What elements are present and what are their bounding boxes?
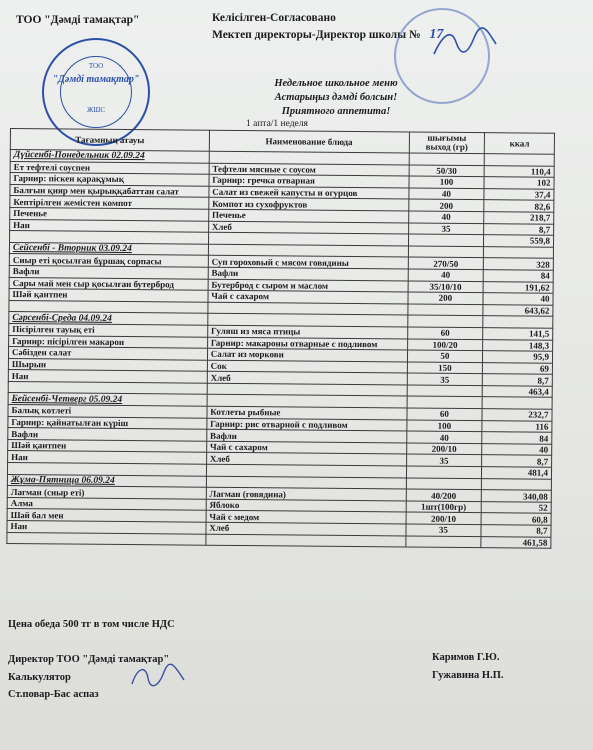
- director-signature: [430, 24, 500, 64]
- intro-line-2: Астарыңыз дәмді болсын!: [274, 92, 398, 103]
- empty-cell: [7, 532, 206, 545]
- day-title: Дүйсенбі-Понедельник 02.09.24: [10, 150, 209, 163]
- dish-kcal: 69: [483, 362, 553, 374]
- director-signoff: Директор ТОО "Дәмді тамақтар": [8, 654, 170, 665]
- dish-yield: 40: [408, 211, 484, 223]
- dish-name-kz: Сәбізден салат: [8, 347, 207, 360]
- dish-name-kz: Шәй қантпен: [8, 439, 207, 452]
- dish-name-kz: Ет тефтелі соуспен: [10, 161, 209, 174]
- dish-yield: 35: [407, 373, 483, 385]
- dish-name-kz: Лагман (сиыр еті): [7, 486, 206, 499]
- dish-kcal: 116: [482, 420, 552, 432]
- header-yield-ru: выход (гр): [425, 141, 468, 152]
- dish-kcal: 141,5: [483, 328, 553, 340]
- dish-kcal: 60,8: [481, 513, 551, 525]
- dish-kcal: 328: [484, 258, 554, 270]
- dish-name-ru: Салат из моркови: [207, 348, 407, 361]
- dish-kcal: 110,4: [484, 165, 554, 177]
- dish-kcal: 8,7: [484, 223, 554, 235]
- dish-name-ru: Яблоко: [206, 499, 406, 512]
- dish-name-ru: Вафли: [208, 267, 408, 280]
- dish-kcal: 8,7: [481, 525, 551, 537]
- empty-cell: [485, 154, 555, 166]
- dish-yield: 35: [405, 524, 481, 536]
- empty-cell: [405, 536, 481, 548]
- dish-yield: 200: [408, 199, 484, 211]
- header-yield-kz: шығымы: [427, 132, 467, 143]
- dish-name-kz: Шырын: [8, 358, 207, 371]
- calculator-signature: [128, 662, 188, 692]
- company-name: ТОО "Дәмді тамақтар": [16, 14, 140, 26]
- dish-kcal: 52: [481, 501, 551, 513]
- dish-yield: 40: [408, 188, 484, 200]
- stamp-top-text: ТОО: [88, 62, 104, 70]
- day-total-kcal: 643,62: [483, 304, 553, 316]
- week-label: 1 апта/1 неделя: [246, 119, 308, 129]
- day-title: Жұма-Пятница 06.09.24: [7, 474, 206, 487]
- dish-yield: 270/50: [408, 257, 484, 269]
- day-title: Сейсенбі - Вторник 03.09.24: [9, 242, 208, 255]
- dish-yield: 200: [408, 292, 484, 304]
- dish-kcal: 232,7: [482, 409, 552, 421]
- empty-cell: [406, 478, 482, 490]
- dish-name-ru: Хлеб: [208, 221, 408, 234]
- dish-name-kz: Гарнир: қайнатылған күріш: [8, 416, 207, 429]
- dish-kcal: 82,6: [484, 200, 554, 212]
- dish-kcal: 84: [483, 270, 553, 282]
- empty-cell: [483, 316, 553, 328]
- dish-name-ru: Хлеб: [206, 453, 406, 466]
- intro-line-3: Приятного аппетита!: [281, 106, 391, 117]
- dish-yield: 150: [407, 362, 483, 374]
- empty-cell: [484, 246, 554, 258]
- dish-kcal: 218,7: [484, 212, 554, 224]
- dish-name-kz: Гарнир: піскен қарақұмық: [10, 173, 209, 186]
- empty-cell: [406, 466, 482, 478]
- dish-name-kz: Вафли: [8, 428, 207, 441]
- dish-yield: 50/30: [409, 165, 485, 177]
- dish-name-ru: Печенье: [208, 209, 408, 222]
- dish-yield: 100: [406, 420, 482, 432]
- dish-name-ru: Бутерброд с сыром и маслом: [208, 279, 408, 292]
- dish-yield: 40: [408, 269, 484, 281]
- dish-name-kz: Нан: [7, 520, 206, 533]
- chef-label: Ст.повар-Бас аспаз: [8, 689, 99, 700]
- dish-name-ru: Компот из сухофруктов: [209, 198, 409, 211]
- empty-cell: [407, 396, 483, 408]
- dish-name-kz: Нан: [8, 451, 207, 464]
- dish-kcal: 40: [483, 293, 553, 305]
- dish-name-kz: Пісірілген тауық еті: [9, 323, 208, 336]
- empty-cell: [407, 315, 483, 327]
- header-ru: Наименование блюда: [209, 130, 409, 153]
- dish-yield: 200/10: [406, 512, 482, 524]
- stamp-name: "Дәмді тамақтар": [52, 74, 140, 85]
- dish-name-ru: Чай с медом: [206, 511, 406, 524]
- dish-kcal: 40: [482, 443, 552, 455]
- header-kz: Тағамның атауы: [10, 129, 209, 152]
- dish-yield: 35: [406, 454, 482, 466]
- empty-cell: [407, 385, 483, 397]
- dish-name-ru: Суп гороховый с мясом говядины: [208, 256, 408, 269]
- dish-kcal: 8,7: [483, 374, 553, 386]
- dish-name-kz: Гарнир: пісірілген макарон: [9, 335, 208, 348]
- dish-name-kz: Балғын қияр мен қырыққабаттан салат: [10, 184, 209, 197]
- dish-yield: 40: [406, 431, 482, 443]
- intro-line-1: Недельное школьное меню: [274, 78, 398, 89]
- dish-name-ru: Котлеты рыбные: [207, 406, 407, 419]
- day-total-kcal: 481,4: [482, 467, 552, 479]
- dish-name-ru: Гарнир: рис отварной с подливом: [207, 418, 407, 431]
- menu-table-body: [7, 129, 555, 549]
- dish-yield: 60: [407, 327, 483, 339]
- calculator-name: Гужавина Н.П.: [432, 670, 504, 681]
- dish-yield: 60: [407, 408, 483, 420]
- day-title: Бейсенбі-Четверг 05.09.24: [8, 393, 207, 406]
- dish-name-ru: Салат из свежей капусты и огурцов: [209, 186, 409, 199]
- dish-name-kz: Вафли: [9, 265, 208, 278]
- dish-name-kz: Нан: [8, 370, 207, 383]
- dish-name-ru: Гарнир: макароны отварные с подливом: [207, 337, 407, 350]
- dish-yield: 100: [409, 176, 485, 188]
- dish-name-kz: Сиыр еті қосылған бұршақ сорпасы: [9, 254, 208, 267]
- empty-cell: [482, 397, 552, 409]
- day-total-kcal: 463,4: [482, 386, 552, 398]
- dish-name-kz: Нан: [10, 219, 209, 232]
- day-title: Сәрсенбі-Среда 04.09.24: [9, 312, 208, 325]
- header-yield: [409, 132, 485, 154]
- dish-name-kz: Сары май мен сыр қосылған бутерброд: [9, 277, 208, 290]
- menu-table: [6, 128, 555, 549]
- empty-cell: [408, 234, 484, 246]
- approved-label: Келісілген-Согласовано: [212, 12, 336, 24]
- director-line-text: Мектеп директоры-Директор школы №: [212, 29, 421, 41]
- dish-kcal: 191,62: [483, 281, 553, 293]
- dish-kcal: 37,4: [484, 188, 554, 200]
- dish-kcal: 340,08: [482, 490, 552, 502]
- day-total-kcal: 461,58: [481, 536, 551, 548]
- dish-name-ru: Лагман (говядина): [206, 487, 406, 500]
- dish-yield: 200/10: [406, 443, 482, 455]
- lunch-price: Цена обеда 500 тг в том числе НДС: [8, 619, 175, 630]
- stamp-bottom-text: ЖШС: [86, 106, 105, 114]
- header-kcal: ккал: [485, 133, 555, 155]
- dish-kcal: 84: [482, 432, 552, 444]
- dish-kcal: 148,3: [483, 339, 553, 351]
- director-name: Каримов Г.Ю.: [432, 652, 500, 663]
- empty-cell: [206, 534, 406, 547]
- dish-name-kz: Шәй бал мен: [7, 509, 206, 522]
- school-number: 17: [429, 27, 444, 42]
- dish-name-ru: Чай с сахаром: [208, 290, 408, 303]
- dish-name-ru: Чай с сахаром: [206, 441, 406, 454]
- dish-name-kz: Кептірілген жемістен компот: [10, 196, 209, 209]
- empty-cell: [409, 153, 485, 165]
- dish-yield: 1шт(100гр): [406, 501, 482, 513]
- dish-yield: 40/200: [406, 489, 482, 501]
- dish-name-kz: Балық котлеті: [8, 405, 207, 418]
- dish-name-ru: Гарнир: гречка отварная: [209, 174, 409, 187]
- dish-name-ru: Сок: [207, 360, 407, 373]
- dish-yield: 100/20: [407, 338, 483, 350]
- empty-cell: [482, 478, 552, 490]
- dish-yield: 35: [408, 223, 484, 235]
- calculator-label: Калькулятор: [8, 672, 71, 683]
- empty-cell: [407, 304, 483, 316]
- dish-yield: 35/10/10: [408, 281, 484, 293]
- dish-name-ru: Хлеб: [206, 522, 406, 535]
- dish-name-kz: Алма: [7, 497, 206, 510]
- dish-name-ru: Гуляш из мяса птицы: [207, 325, 407, 338]
- day-total-kcal: 559,8: [484, 235, 554, 247]
- dish-name-ru: Тефтели мясные с соусом: [209, 163, 409, 176]
- dish-name-ru: Хлеб: [207, 372, 407, 385]
- dish-kcal: 8,7: [482, 455, 552, 467]
- dish-kcal: 102: [484, 177, 554, 189]
- dish-yield: 50: [407, 350, 483, 362]
- empty-cell: [408, 246, 484, 258]
- dish-name-kz: Печенье: [10, 207, 209, 220]
- dish-name-kz: Шәй қантпен: [9, 289, 208, 302]
- dish-kcal: 95,9: [483, 351, 553, 363]
- dish-name-ru: Вафли: [207, 429, 407, 442]
